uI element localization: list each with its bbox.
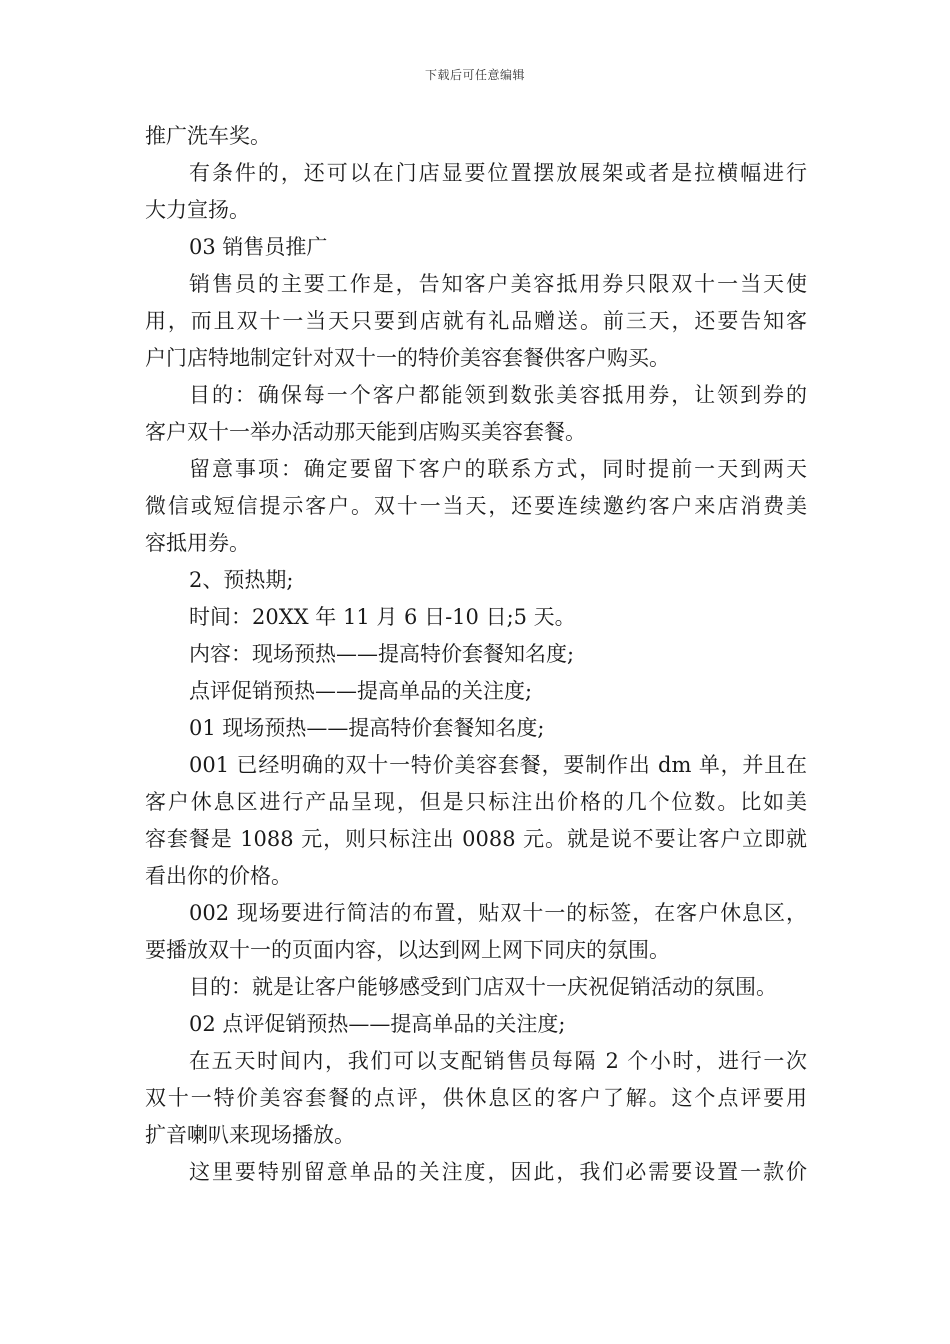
text-line: 用，而且双十一当天只要到店就有礼品赠送。前三天，还要告知客 (145, 309, 807, 333)
text-line: 002 现场要进行简洁的布置，贴双十一的标签，在客户休息区， (189, 901, 807, 925)
text-line: 户门店特地制定针对双十一的特价美容套餐供客户购买。 (145, 346, 670, 370)
text-line: 时间：20XX 年 11 月 6 日-10 日;5 天。 (189, 605, 576, 629)
text-line: 销售员的主要工作是，告知客户美容抵用券只限双十一当天使 (189, 272, 807, 296)
text-line: 目的：就是让客户能够感受到门店双十一庆祝促销活动的氛围。 (189, 975, 777, 999)
section-heading: 02 点评促销预热——提高单品的关注度; (189, 1012, 566, 1036)
text-line: 要播放双十一的页面内容，以达到网上网下同庆的氛围。 (145, 938, 670, 962)
text-line: 001 已经明确的双十一特价美容套餐，要制作出 dm 单，并且在 (189, 753, 807, 777)
text-line: 这里要特别留意单品的关注度，因此，我们必需要设置一款价 (189, 1160, 807, 1184)
text-line: 点评促销预热——提高单品的关注度; (189, 679, 533, 703)
text-line: 扩音喇叭来现场播放。 (145, 1123, 355, 1147)
text-line: 内容：现场预热——提高特价套餐知名度; (189, 642, 575, 666)
text-line: 客户双十一举办活动那天能到店购买美容套餐。 (145, 420, 586, 444)
text-line: 在五天时间内，我们可以支配销售员每隔 2 个小时，进行一次 (189, 1049, 807, 1073)
section-heading: 2、预热期; (189, 568, 294, 592)
text-line: 客户休息区进行产品呈现，但是只标注出价格的几个位数。比如美 (145, 790, 807, 814)
text-line: 留意事项：确定要留下客户的联系方式，同时提前一天到两天 (189, 457, 807, 481)
section-heading: 03 销售员推广 (189, 235, 328, 259)
text-line: 看出你的价格。 (145, 864, 292, 888)
text-line: 大力宣扬。 (145, 198, 250, 222)
text-line: 有条件的，还可以在门店显要位置摆放展架或者是拉横幅进行 (189, 161, 807, 185)
document-body (145, 118, 807, 1191)
text-line: 容套餐是 1088 元，则只标注出 0088 元。就是说不要让客户立即就 (145, 827, 807, 851)
text-line: 双十一特价美容套餐的点评，供休息区的客户了解。这个点评要用 (145, 1086, 807, 1110)
section-heading: 01 现场预热——提高特价套餐知名度; (189, 716, 545, 740)
text-line: 微信或短信提示客户。双十一当天，还要连续邀约客户来店消费美 (145, 494, 807, 518)
text-line: 容抵用券。 (145, 531, 250, 555)
page-header: 下载后可任意编辑 (424, 68, 525, 82)
text-line: 推广洗车奖。 (145, 124, 271, 148)
text-line: 目的：确保每一个客户都能领到数张美容抵用券，让领到券的 (189, 383, 807, 407)
